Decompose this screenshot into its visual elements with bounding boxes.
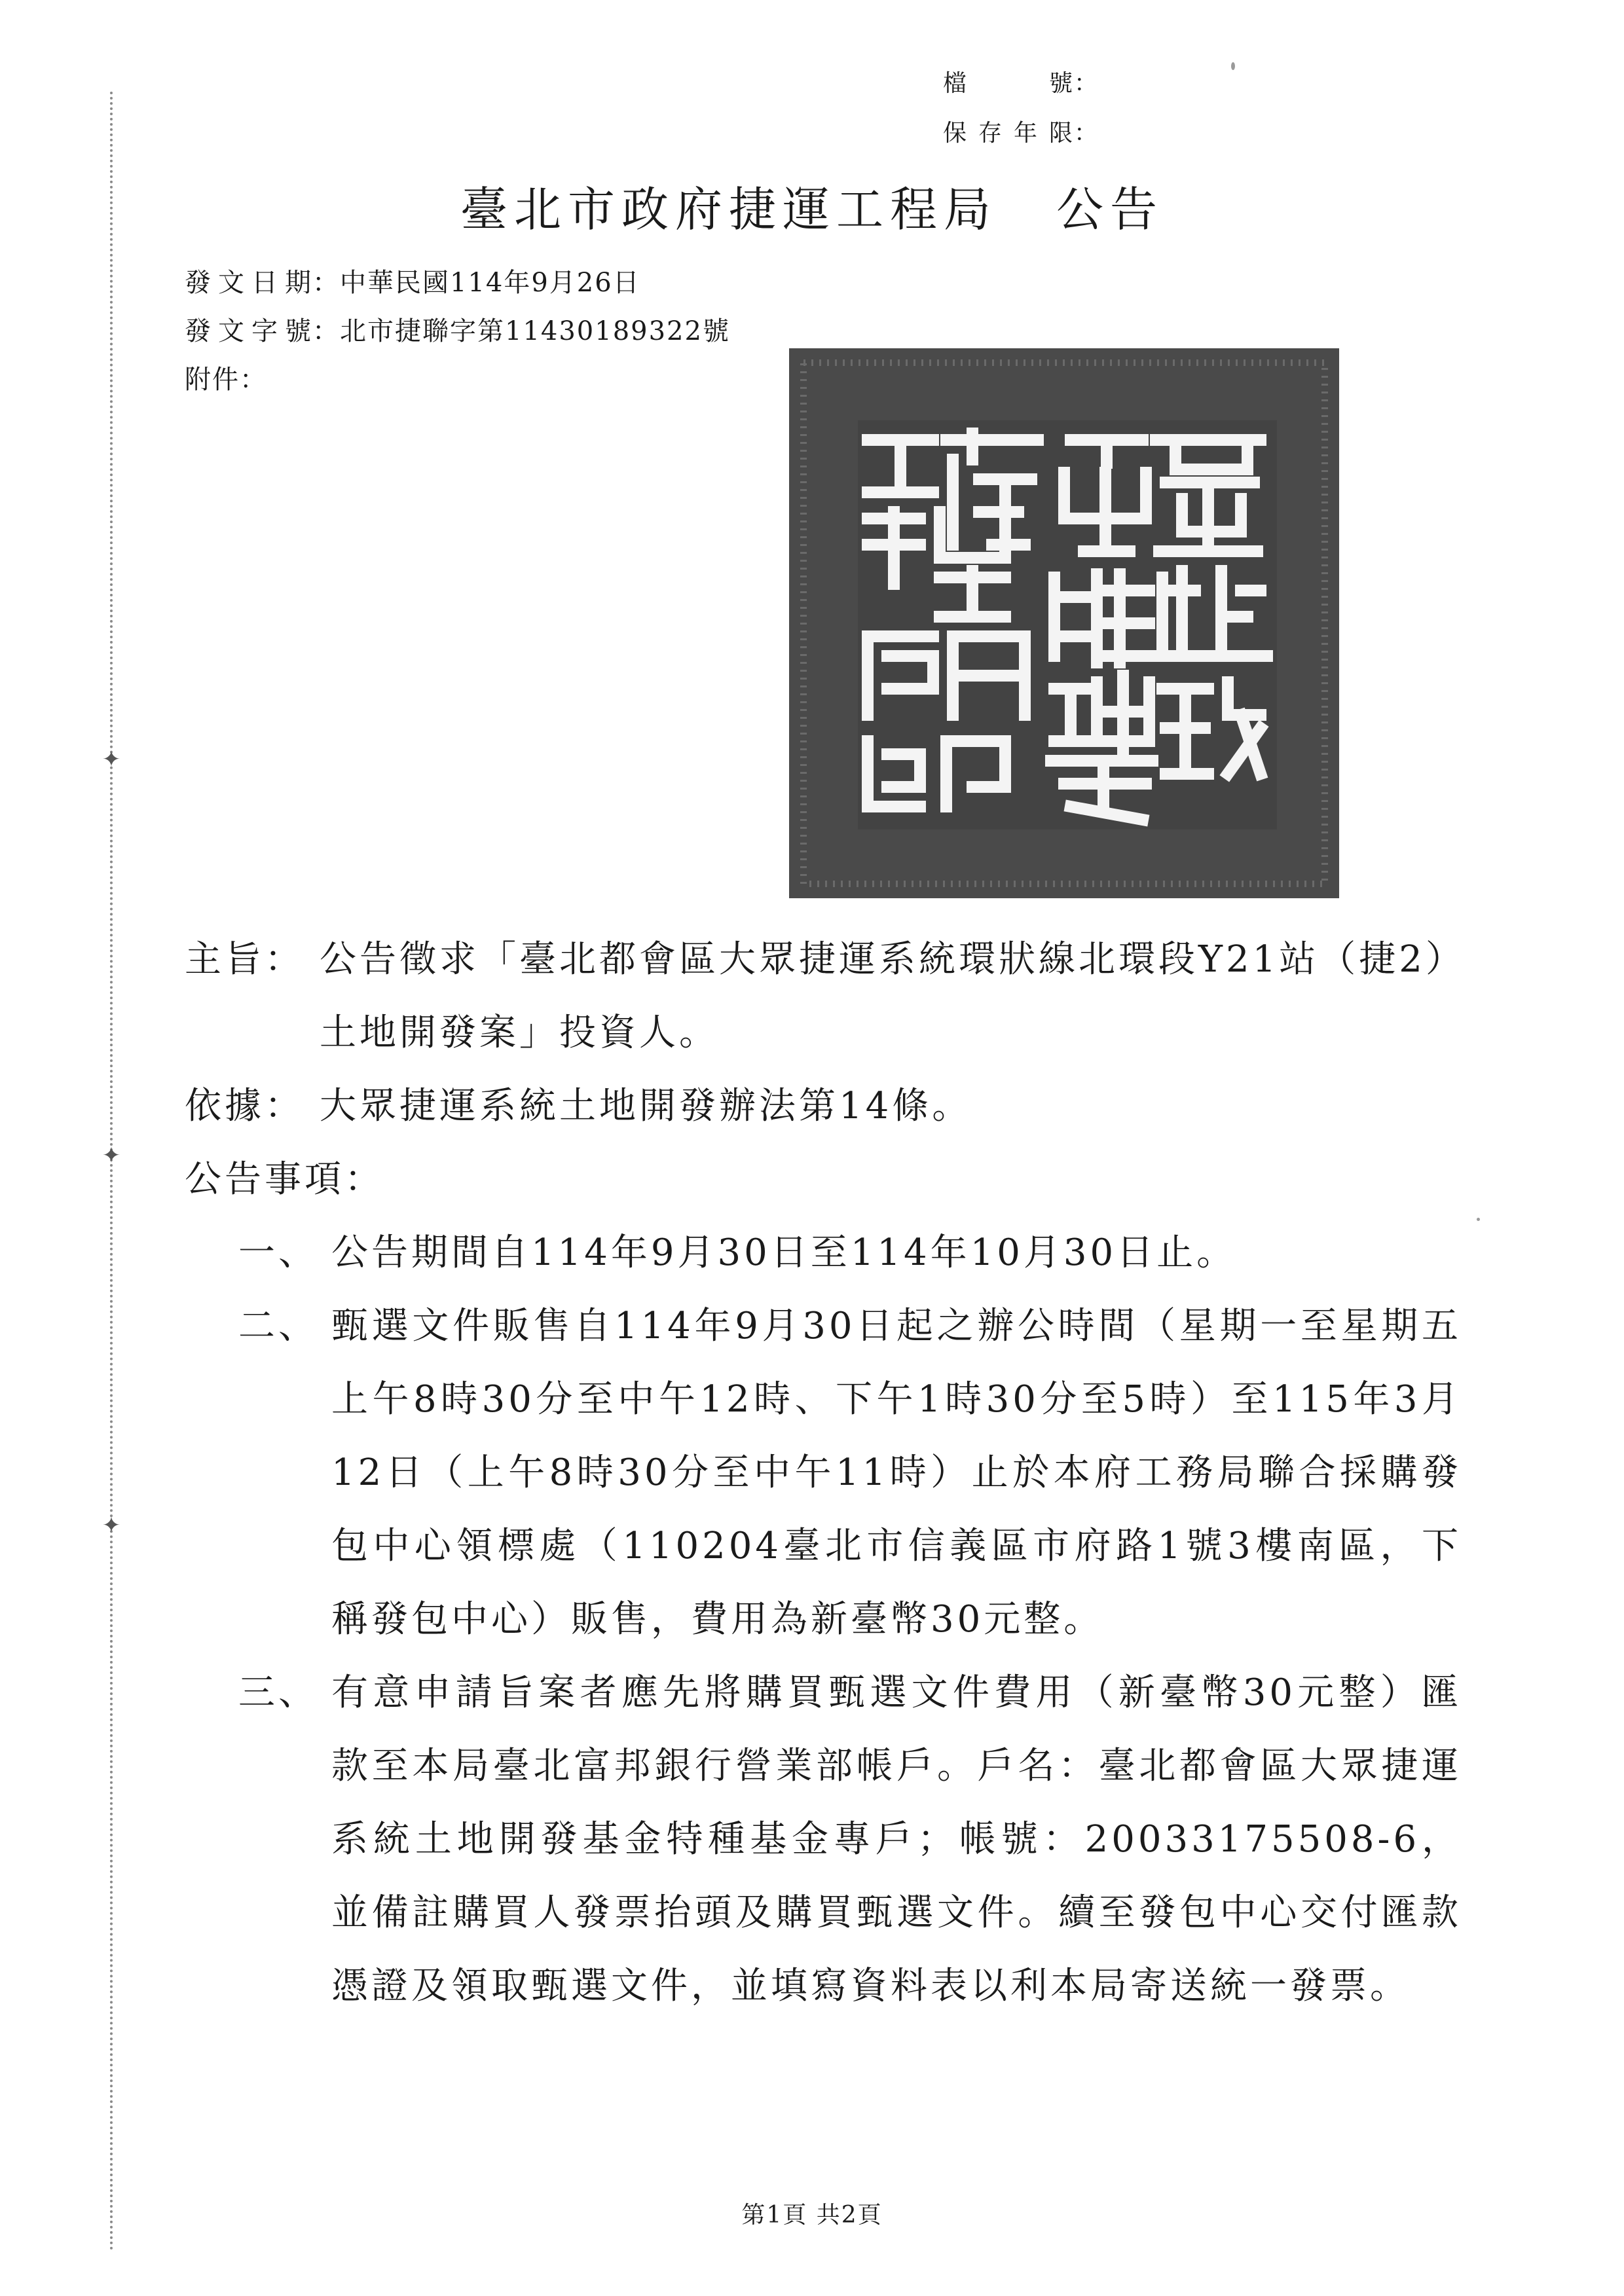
item-text: 公告期間自114年9月30日至114年10月30日止。 — [331, 1231, 1237, 1274]
issue-ref-label: 發文字號 — [185, 316, 312, 346]
binding-hole-mark: ✦ — [101, 1512, 121, 1539]
notice-label: 公告事項： — [185, 1158, 384, 1201]
item-number: 三、 — [238, 1671, 318, 1714]
list-item — [238, 1656, 1462, 2023]
retention-label: 保存年限 — [943, 120, 1074, 147]
issue-ref-value: 北市捷聯字第11430189322號 — [340, 316, 730, 346]
item-text: 有意申請旨案者應先將購買甄選文件費用（新臺幣30元整）匯款至本局臺北富邦銀行營業部帳戶。戶名：臺北都會區大眾捷運系統土地開發基金特種基金專戶；帳號：20033175508-6，並備註購買人發票抬頭及購買甄選文件。續至發包中心交付匯款憑證及領取甄選文件，並填寫資料表以利本局寄送統一發票。 — [331, 1671, 1462, 2007]
document-type: 公告 — [1056, 182, 1164, 237]
official-seal — [789, 348, 1339, 898]
issue-ref-row: 發文字號 ： 北市捷聯字第11430189322號 — [185, 307, 730, 355]
notice-items — [185, 1216, 1462, 2023]
archive-meta — [943, 59, 1099, 158]
basis-label: 依據： — [185, 1085, 304, 1127]
issue-date-row: 發文日期 ： 中華民國114年9月26日 — [185, 259, 730, 307]
basis-text: 大眾捷運系統土地開發辦法第14條。 — [320, 1085, 972, 1127]
item-text: 甄選文件販售自114年9月30日起之辦公時間（星期一至星期五上午8時30分至中午12時、下午1時30分至5時）至115年3月12日（上午8時30分至中午11時）止於本府工務局聯合採購發包中心領標處（110204臺北市信義區市府路1號3樓南區，下稱發包中心）販售，費用為新臺幣30元整。 — [331, 1305, 1462, 1641]
attachment-label: 附件 — [185, 365, 240, 395]
page-number: 第1頁 共2頁 — [741, 2202, 883, 2229]
list-item — [238, 1216, 1462, 1290]
issue-date-label: 發文日期 — [185, 268, 312, 298]
issue-date-value: 中華民國114年9月26日 — [340, 268, 640, 298]
notice-heading-row — [185, 1143, 1462, 1216]
document-title — [0, 172, 1624, 240]
agency-name: 臺北市政府捷運工程局 — [460, 182, 997, 237]
binding-margin-line — [110, 92, 113, 2252]
file-number-row: 檔 號 ： — [943, 59, 1094, 109]
item-number: 二、 — [238, 1305, 318, 1347]
scan-speck — [1231, 62, 1235, 70]
file-number-label: 檔 號 — [943, 70, 1074, 97]
basis-section — [185, 1070, 1462, 1143]
retention-row: 保存年限 ： — [943, 109, 1094, 158]
issuance-info — [185, 259, 730, 404]
seal-graphic — [789, 348, 1339, 898]
attachment-row: 附件 ： — [185, 355, 730, 404]
binding-hole-mark: ✦ — [101, 1142, 121, 1169]
subject-label: 主旨： — [185, 938, 304, 981]
scan-speck — [1477, 1218, 1480, 1221]
announcement-body — [185, 923, 1462, 2023]
subject-section — [185, 923, 1462, 1070]
binding-hole-mark: ✦ — [101, 746, 121, 773]
item-number: 一、 — [238, 1231, 318, 1274]
list-item — [238, 1290, 1462, 1656]
subject-text: 公告徵求「臺北都會區大眾捷運系統環狀線北環段Y21站（捷2）土地開發案」投資人。 — [320, 938, 1447, 1054]
